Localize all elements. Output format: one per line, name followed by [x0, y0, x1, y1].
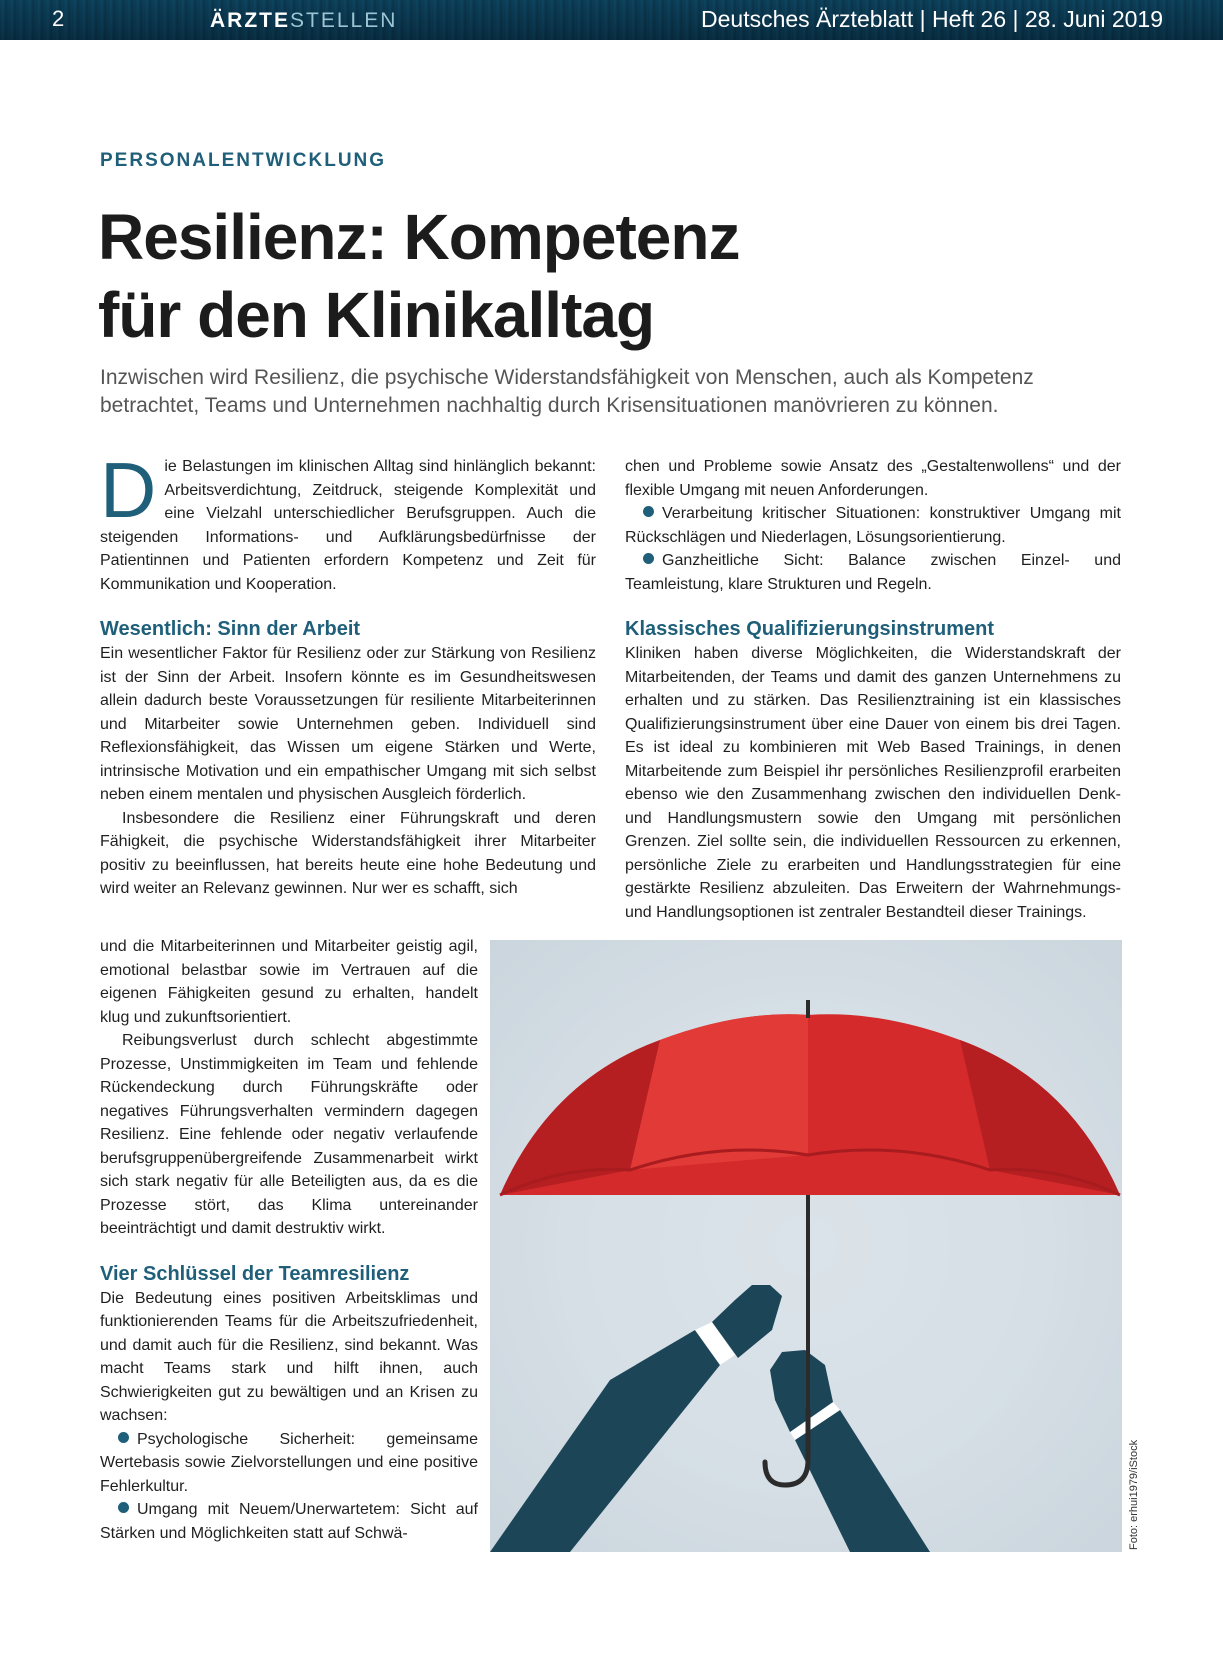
bullet-dot-icon [118, 1502, 129, 1513]
article-kicker: PERSONALENTWICKLUNG [100, 150, 387, 171]
photo-credit: Foto: erhui1979/iStock [1128, 1439, 1140, 1550]
page-header-bar [0, 0, 1223, 40]
title-line-1: Resilienz: Kompetenz [98, 201, 740, 273]
column-left-top [100, 446, 596, 901]
brand-part2: STELLEN [290, 9, 398, 32]
brand-part1: ÄRZTE [210, 9, 290, 32]
article-lead: Inzwischen wird Resilienz, die psychische Widerstandsfähigkeit von Menschen, auch als Kompetenz betrachtet, Teams und Unternehmen nachhaltig durch Krisensituationen manövrieren zu können. [100, 366, 1034, 417]
body-paragraph: Insbesondere die Resilienz einer Führungskraft und deren Fähigkeit, die psychische Widerstandsfähigkeit ihrer Mitarbeiter positiv zu beeinflussen, hat bereits heute eine hohe Bedeutung und wird weiter an Relevanz gewinnen. Nur wer es schafft, sich [100, 809, 596, 897]
bullet-item: Verarbeitung kritischer Situationen: konstruktiver Umgang mit Rückschlägen und Niederlagen, Lösungsorientierung. [625, 505, 1121, 546]
umbrella-image [490, 940, 1122, 1552]
body-paragraph: Reibungsverlust durch schlecht abgestimmte Prozesse, Unstimmigkeiten im Team und fehlende Rückendeckung durch Führungskräfte oder negatives Führungsverhalten vermindern dagegen Resilienz. Eine fehlende oder negativ verlaufende berufsgruppenübergreifende Zusammenarbeit wirkt sich stark negativ für alle Beteiligten aus, da es die Prozesse stört, das Klima untereinander beeinträchtigt und damit destruktiv wirkt. [100, 1032, 478, 1237]
drop-cap: D [100, 446, 157, 534]
article-title [98, 198, 898, 354]
umbrella-illustration [490, 940, 1122, 1552]
bullet-dot-icon [643, 553, 654, 564]
section-heading-sinn: Wesentlich: Sinn der Arbeit [100, 618, 361, 640]
bullet-continuation: chen und Probleme sowie Ansatz des „Gestaltenwollens“ und der flexible Umgang mit neuen Anforderungen. [625, 458, 1121, 499]
bullet-item: Umgang mit Neuem/Unerwartetem: Sicht auf Stärken und Möglichkeiten statt auf Schwä- [100, 1501, 478, 1542]
page-number: 2 [52, 6, 65, 31]
column-right [625, 455, 1121, 924]
intro-text: ie Belastungen im klinischen Alltag sind hinlänglich bekannt: Arbeitsverdichtung, Zeitdruck, steigende Komplexität und eine Vielzahl unterschiedlicher Berufsgruppen. Auch die steigenden Informations- und Aufklärungsbedürfnisse der Patientinnen und Patienten erfordern Kompetenz und Zeit für Kommunikation und Kooperation. [100, 458, 596, 593]
body-paragraph: Die Bedeutung eines positiven Arbeitsklimas und funktionierenden Teams für die Arbeitszufriedenheit, und damit auch für die Resilienz, sind bekannt. Was macht Teams stark und hilft ihnen, auch Schwierigkeiten gut zu bewältigen und an Krisen zu wachsen: [100, 1289, 478, 1424]
column-left-bottom [100, 935, 478, 1545]
section-brand [210, 9, 397, 33]
title-line-2: für den Klinikalltag [98, 279, 655, 351]
bullet-item: Ganzheitliche Sicht: Balance zwischen Einzel- und Teamleistung, klare Strukturen und Regeln. [625, 552, 1121, 593]
section-heading-qualifizierung: Klassisches Qualifizierungsinstrument [625, 618, 994, 640]
intro-paragraph [100, 446, 596, 596]
bullet-item: Psychologische Sicherheit: gemeinsame Wertebasis sowie Zielvorstellungen und eine positive Fehlerkultur. [100, 1430, 478, 1495]
issue-info: Deutsches Ärzteblatt | Heft 26 | 28. Juni 2019 [701, 6, 1163, 32]
body-paragraph: und die Mitarbeiterinnen und Mitarbeiter geistig agil, emotional belastbar sowie im Vertrauen auf die eigenen Fähigkeiten gesund zu erhalten, handelt klug und zukunftsorientiert. [100, 938, 478, 1026]
body-paragraph: Ein wesentlicher Faktor für Resilienz oder zur Stärkung von Resilienz ist der Sinn der Arbeit. Insofern könnte es im Gesundheitswesen allein dadurch beste Voraussetzungen für resiliente Mitarbeiterinnen und Mitarbeiter sowie Unternehmen geben. Individuell sind Reflexionsfähigkeit, das Wissen um eigene Stärken und Werte, intrinsische Motivation und ein empathischer Umgang mit sich selbst neben einem mentalen und physischen Ausgleich förderlich. [100, 645, 596, 803]
bullet-dot-icon [643, 506, 654, 517]
body-paragraph: Kliniken haben diverse Möglichkeiten, die Widerstandskraft der Mitarbeitenden, der Teams und damit des ganzen Unternehmens zu erhalten und zu stärken. Das Resilienztraining ist ein klassisches Qualifizierungsinstrument über eine Dauer von einem bis drei Tagen. Es ist ideal zu kombinieren mit Web Based Trainings, in denen Mitarbeitende zum Beispiel ihr persönliches Resilienzprofil erarbeiten ebenso wie den Zusammenhang zwischen den individuellen Denk- und Handlungsmustern sowie den Umgang mit persönlichen Grenzen. Ziel sollte sein, die individuellen Ressourcen zu erkennen, persönliche Ziele zu erarbeiten und Handlungsstrategien für eine gestärkte Resilienz abzuleiten. Das Erweitern der Wahrnehmungs- und Handlungsoptionen ist zentraler Bestandteil dieser Trainings. [625, 645, 1121, 921]
section-heading-teamresilienz: Vier Schlüssel der Teamresilienz [100, 1262, 410, 1285]
bullet-dot-icon [118, 1432, 129, 1443]
